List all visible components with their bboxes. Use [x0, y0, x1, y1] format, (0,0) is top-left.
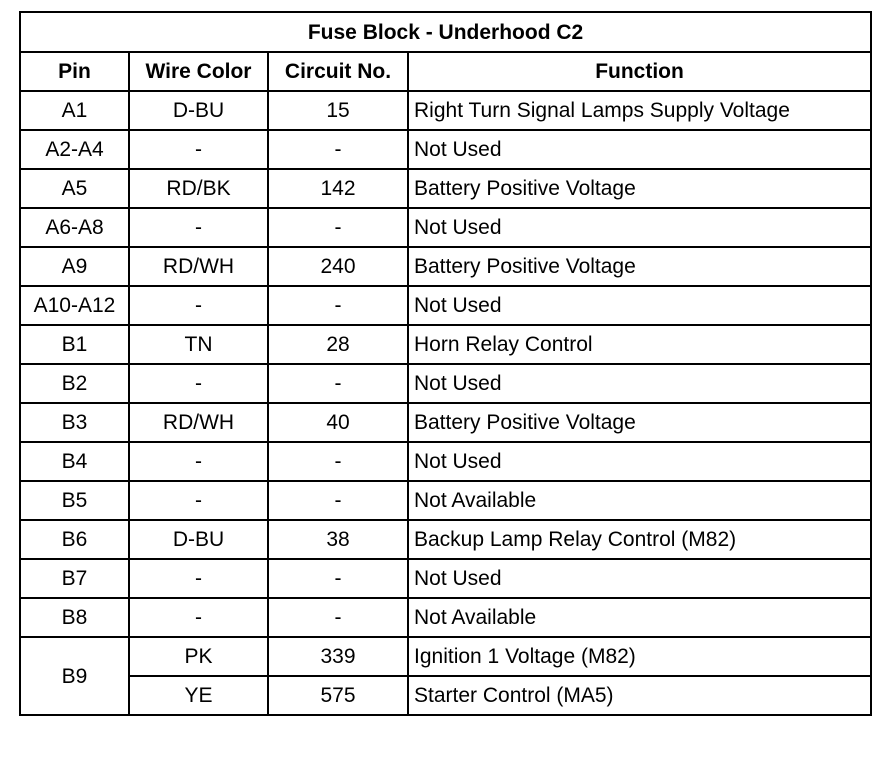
circuit-cell: 38 — [268, 520, 408, 559]
wire-color-cell: RD/WH — [129, 403, 268, 442]
function-cell: Backup Lamp Relay Control (M82) — [408, 520, 871, 559]
wire-color-cell: - — [129, 286, 268, 325]
wire-color-cell: - — [129, 130, 268, 169]
table-row — [20, 520, 871, 559]
table-row — [20, 598, 871, 637]
pin-cell: A2-A4 — [20, 130, 129, 169]
table-row — [20, 637, 871, 676]
circuit-cell: 15 — [268, 91, 408, 130]
function-cell: Battery Positive Voltage — [408, 247, 871, 286]
table-row — [20, 364, 871, 403]
wire-color-cell: YE — [129, 676, 268, 715]
circuit-cell: 28 — [268, 325, 408, 364]
function-cell: Not Available — [408, 598, 871, 637]
table-title-row — [20, 12, 871, 52]
function-cell: Right Turn Signal Lamps Supply Voltage — [408, 91, 871, 130]
function-cell: Battery Positive Voltage — [408, 403, 871, 442]
wire-color-cell: - — [129, 442, 268, 481]
fuse-block-table — [19, 11, 872, 716]
function-cell: Horn Relay Control — [408, 325, 871, 364]
wire-color-cell: RD/WH — [129, 247, 268, 286]
wire-color-cell: - — [129, 481, 268, 520]
wire-color-cell: D-BU — [129, 91, 268, 130]
function-cell: Not Used — [408, 559, 871, 598]
circuit-cell: 575 — [268, 676, 408, 715]
table-header-row — [20, 52, 871, 91]
circuit-cell: 240 — [268, 247, 408, 286]
function-cell: Battery Positive Voltage — [408, 169, 871, 208]
circuit-cell: 142 — [268, 169, 408, 208]
table-title: Fuse Block - Underhood C2 — [20, 12, 871, 52]
wire-color-cell: TN — [129, 325, 268, 364]
table-row — [20, 286, 871, 325]
function-cell: Not Used — [408, 286, 871, 325]
circuit-cell: - — [268, 364, 408, 403]
header-function: Function — [408, 52, 871, 91]
wire-color-cell: - — [129, 598, 268, 637]
pin-cell: B9 — [20, 637, 129, 715]
table-row — [20, 481, 871, 520]
table-row — [20, 676, 871, 715]
table-row — [20, 91, 871, 130]
table-row — [20, 403, 871, 442]
circuit-cell: - — [268, 559, 408, 598]
pin-cell: A9 — [20, 247, 129, 286]
table-row — [20, 247, 871, 286]
pin-cell: B4 — [20, 442, 129, 481]
function-cell: Not Used — [408, 364, 871, 403]
circuit-cell: - — [268, 208, 408, 247]
circuit-cell: 339 — [268, 637, 408, 676]
table-row — [20, 169, 871, 208]
header-wire-color: Wire Color — [129, 52, 268, 91]
circuit-cell: - — [268, 286, 408, 325]
wire-color-cell: RD/BK — [129, 169, 268, 208]
header-pin: Pin — [20, 52, 129, 91]
pin-cell: B3 — [20, 403, 129, 442]
pin-cell: A1 — [20, 91, 129, 130]
table-row — [20, 442, 871, 481]
function-cell: Not Available — [408, 481, 871, 520]
circuit-cell: 40 — [268, 403, 408, 442]
function-cell: Not Used — [408, 130, 871, 169]
wire-color-cell: - — [129, 364, 268, 403]
function-cell: Not Used — [408, 442, 871, 481]
function-cell: Not Used — [408, 208, 871, 247]
pin-cell: A5 — [20, 169, 129, 208]
circuit-cell: - — [268, 130, 408, 169]
function-cell: Starter Control (MA5) — [408, 676, 871, 715]
wire-color-cell: - — [129, 559, 268, 598]
table-row — [20, 130, 871, 169]
pin-cell: B7 — [20, 559, 129, 598]
table-row — [20, 559, 871, 598]
pin-cell: B6 — [20, 520, 129, 559]
wire-color-cell: D-BU — [129, 520, 268, 559]
table-row — [20, 325, 871, 364]
wire-color-cell: PK — [129, 637, 268, 676]
pin-cell: A10-A12 — [20, 286, 129, 325]
pin-cell: B1 — [20, 325, 129, 364]
pin-cell: B5 — [20, 481, 129, 520]
pin-cell: A6-A8 — [20, 208, 129, 247]
circuit-cell: - — [268, 598, 408, 637]
pin-cell: B8 — [20, 598, 129, 637]
function-cell: Ignition 1 Voltage (M82) — [408, 637, 871, 676]
header-circuit-no: Circuit No. — [268, 52, 408, 91]
table-row — [20, 208, 871, 247]
wire-color-cell: - — [129, 208, 268, 247]
circuit-cell: - — [268, 481, 408, 520]
pin-cell: B2 — [20, 364, 129, 403]
circuit-cell: - — [268, 442, 408, 481]
